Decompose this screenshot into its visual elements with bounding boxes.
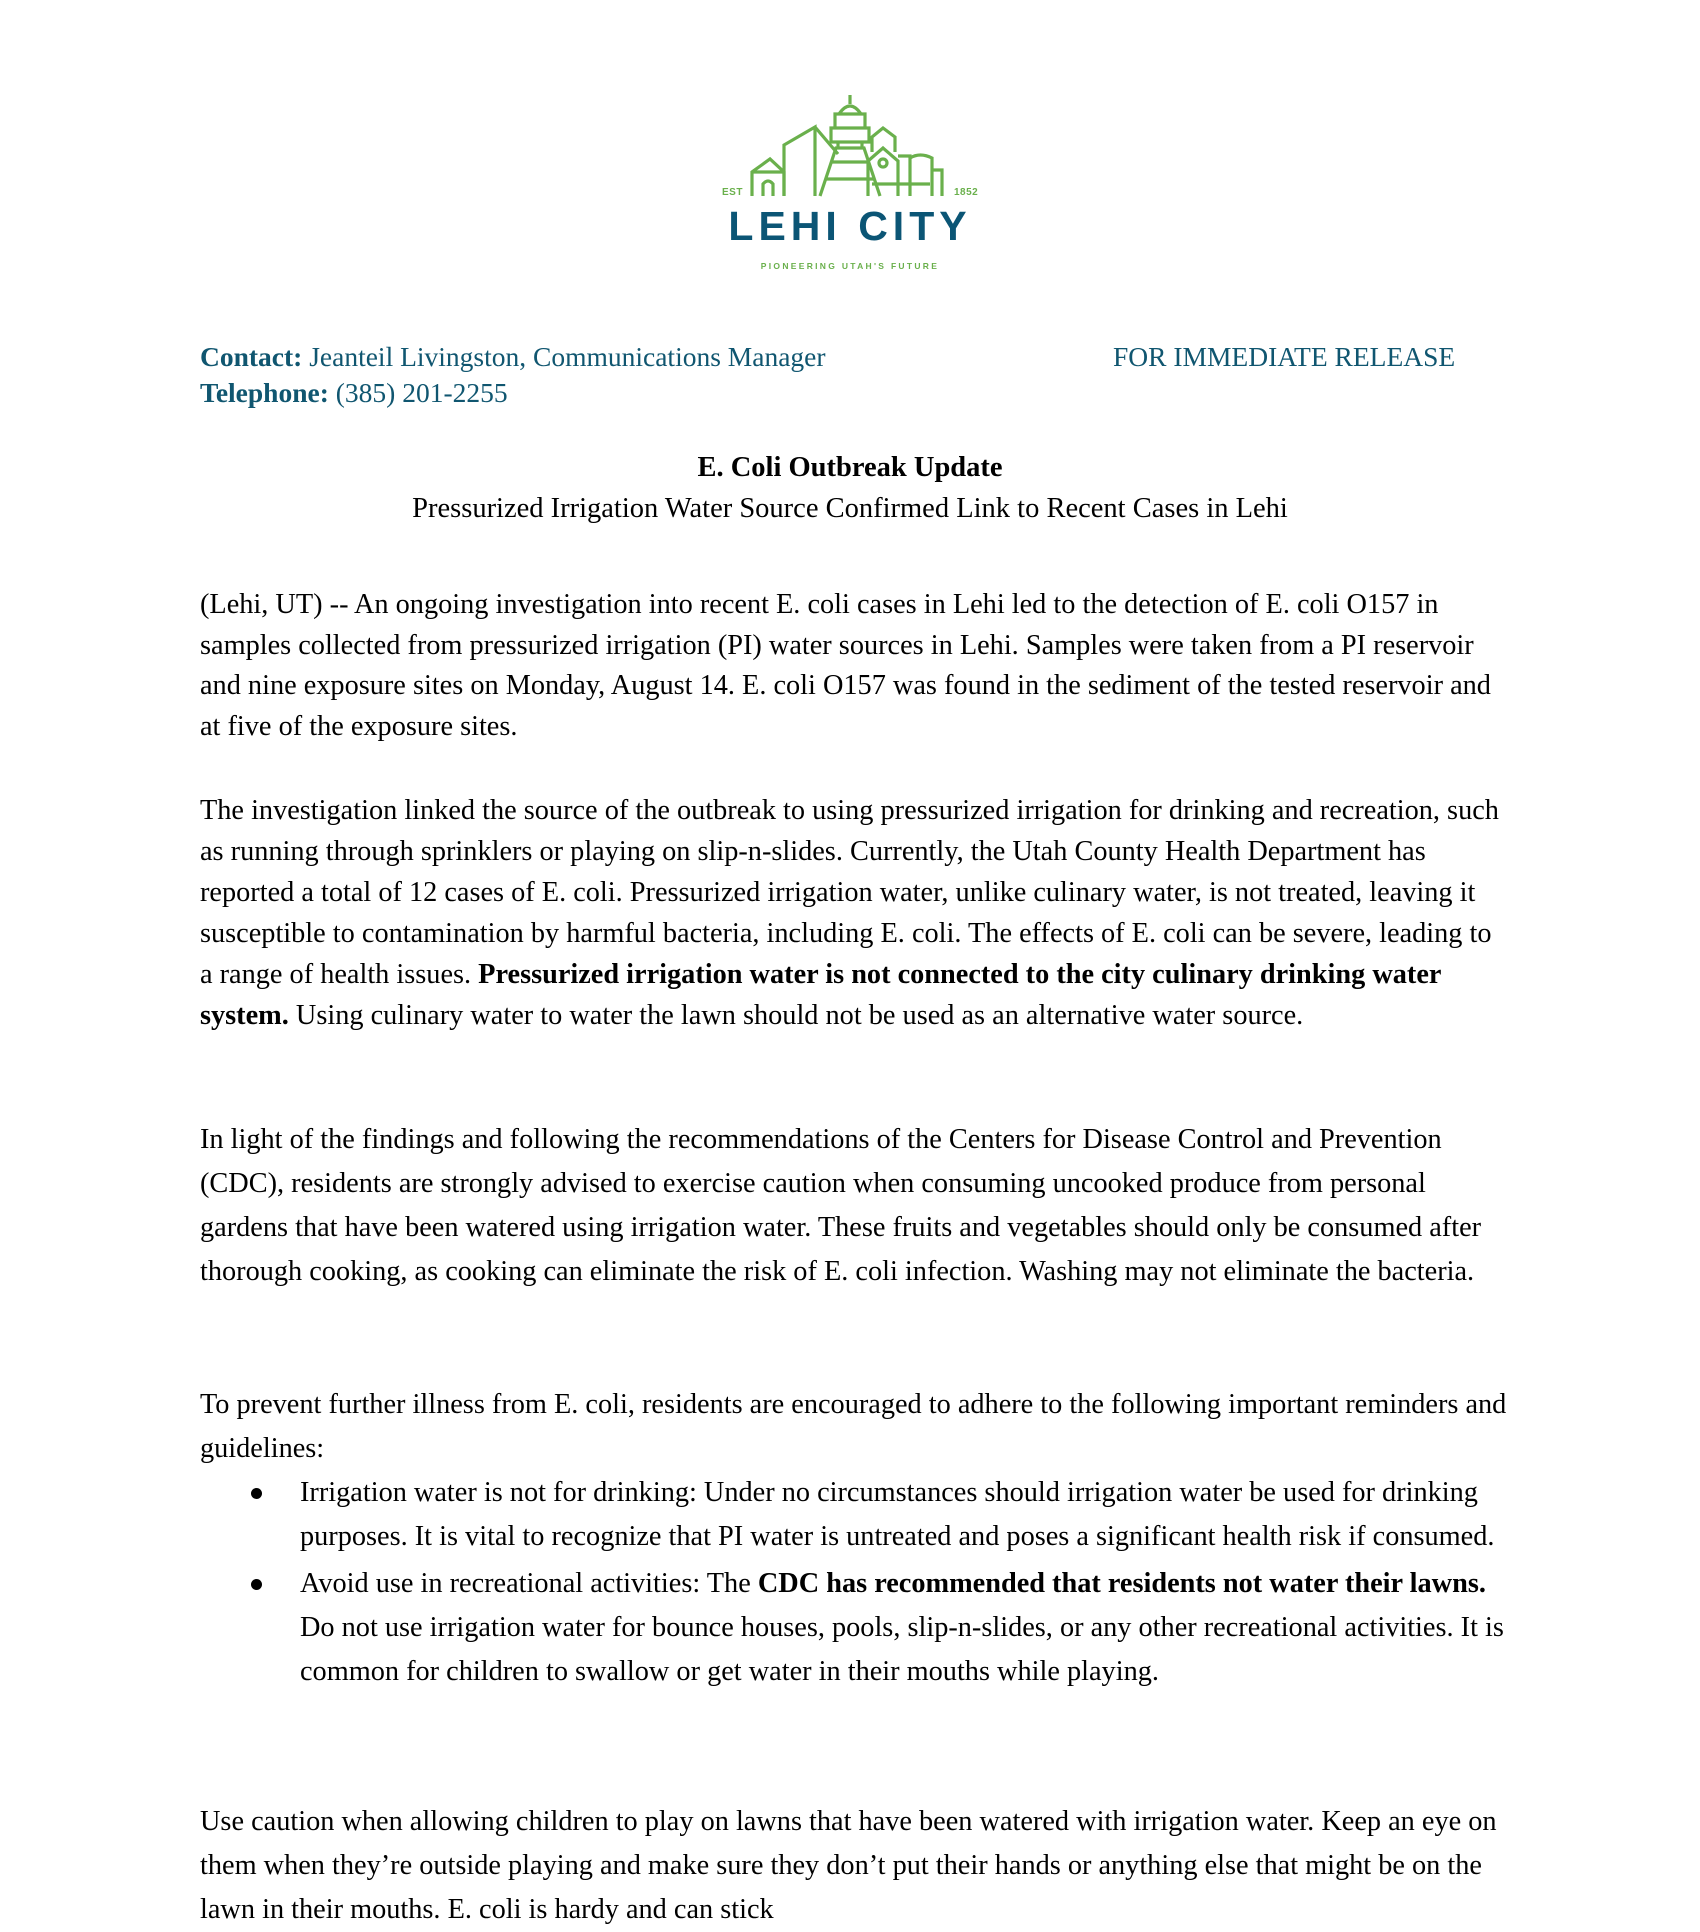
paragraph-cdc-advice: In light of the findings and following the recommendations of the Centers for Disease Control and Prevention (CDC), residents are strongly advised to exercise caution when consuming uncooked produce from personal gardens that have been watered using irrigation water. These fruits and vegetables should only be consumed after thorough cooking, as cooking can eliminate the risk of E. coli infection. Washing may not eliminate the bacteria. (200, 1124, 1482, 1287)
contact-line (200, 339, 826, 375)
bullet-icon (251, 1488, 262, 1499)
logo-established-year: 1852 (954, 187, 979, 198)
telephone-label: Telephone: (200, 377, 329, 408)
document-subtitle: Pressurized Irrigation Water Source Confirmed Link to Recent Cases in Lehi (412, 493, 1288, 524)
paragraph-children-caution: Use caution when allowing children to play on lawns that have been watered with irrigation water. Keep an eye on them when they’re outside playing and make sure they don’t put their hands or anything else that might be on the lawn in their mouths. E. coli is hardy and can stick (200, 1806, 1497, 1925)
logo-tagline: PIONEERING UTAH'S FUTURE (760, 261, 940, 271)
list-item (200, 1471, 1510, 1559)
list-item-emphasis: CDC has recommended that residents not water their lawns. (757, 1568, 1486, 1599)
list-item-text: Irrigation water is not for drinking: Under no circumstances should irrigation water be used for drinking purposes. It is vital to recognize that PI water is untreated and poses a significant health risk if consumed. (300, 1477, 1495, 1552)
contact-label: Contact: (200, 341, 303, 372)
release-status: FOR IMMEDIATE RELEASE (1113, 341, 1456, 372)
contact-block (200, 339, 826, 411)
paragraph-emphasis: Pressurized irrigation water is not connected to the city culinary drinking water system. (200, 959, 1441, 1031)
list-item (200, 1562, 1510, 1694)
logo-wordmark: LEHI CITY (728, 203, 972, 249)
bullet-icon (251, 1579, 262, 1590)
paragraph-text: Using culinary water to water the lawn should not be used as an alternative water source. (288, 1000, 1304, 1031)
guidelines-list (200, 1471, 1510, 1694)
paragraph-guidelines-intro: To prevent further illness from E. coli, residents are encouraged to adhere to the following important reminders and guidelines: (200, 1389, 1507, 1464)
logo-est-label: EST (722, 187, 743, 198)
document-title: E. Coli Outbreak Update (697, 452, 1003, 483)
telephone-line (200, 375, 826, 411)
list-item-text: Do not use irrigation water for bounce houses, pools, slip-n-slides, or any other recreational activities. It is common for children to swallow or get water in their mouths while playing. (300, 1612, 1504, 1687)
paragraph-investigation (200, 790, 1510, 1036)
lehi-city-logo (700, 92, 1000, 282)
paragraph-intro: (Lehi, UT) -- An ongoing investigation into recent E. coli cases in Lehi led to the detection of E. coli O157 in samples collected from pressurized irrigation (PI) water sources in Lehi. Samples were taken from a PI reservoir and nine exposure sites on Monday, August 14. E. coli O157 was found in the sediment of the tested reservoir and at five of the exposure sites. (200, 589, 1491, 743)
telephone-number: (385) 201-2255 (328, 377, 508, 408)
city-skyline-icon (700, 92, 1000, 202)
contact-name: Jeanteil Livingston, Communications Manager (302, 341, 826, 372)
list-item-text: Avoid use in recreational activities: The (300, 1568, 758, 1599)
paragraph-text: The investigation linked the source of the outbreak to using pressurized irrigation for drinking and recreation, such as running through sprinklers or playing on slip-n-slides. Currently, the Utah County Health Department has reported a total of 12 cases of E. coli. Pressurized irrigation water, unlike culinary water, is not treated, leaving it susceptible to contamination by harmful bacteria, including E. coli. The effects of E. coli can be severe, leading to a range of health issues. (200, 795, 1499, 990)
